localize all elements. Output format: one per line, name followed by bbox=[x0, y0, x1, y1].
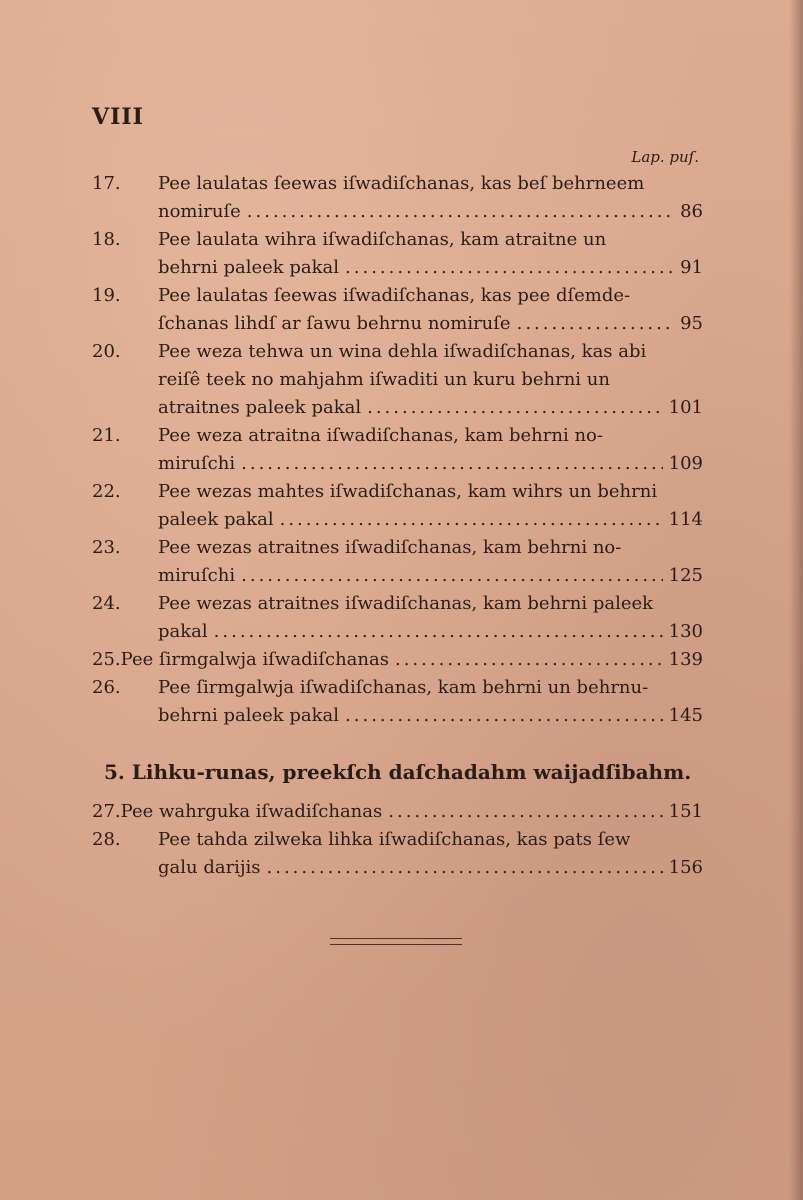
entry-number: 24. bbox=[92, 593, 121, 614]
entry-page: 91 bbox=[680, 257, 703, 278]
toc-entry bbox=[0, 534, 803, 590]
entry-page: 156 bbox=[668, 857, 703, 878]
entry-title: Pee laulatas ſeewas iſwadiſchanas, kas pee dſemde- bbox=[158, 285, 631, 306]
table-of-contents bbox=[0, 170, 803, 730]
entry-number: 23. bbox=[92, 537, 121, 558]
entry-number: 28. bbox=[92, 829, 121, 850]
entry-title-end: pakal bbox=[158, 621, 208, 642]
leader-dots bbox=[267, 854, 663, 882]
entry-page: 114 bbox=[668, 509, 703, 530]
entry-title-end: miruſchi bbox=[158, 453, 236, 474]
section-heading: 5. Lihku-runas, preekſch daſchadahm waijadſibahm. bbox=[104, 760, 692, 784]
entry-title-end: galu darijis bbox=[158, 857, 261, 878]
entry-page: 109 bbox=[668, 453, 703, 474]
entry-title: Pee tahda zilweka lihka iſwadiſchanas, kas pats ſew bbox=[158, 829, 631, 850]
entry-title-end: Pee ſirmgalwja iſwadiſchanas bbox=[120, 649, 389, 670]
leader-dots bbox=[214, 618, 663, 646]
leader-dots bbox=[345, 702, 663, 730]
entry-title-end: behrni paleek pakal bbox=[158, 257, 340, 278]
toc-entry bbox=[0, 646, 803, 674]
entry-page: 95 bbox=[680, 313, 703, 334]
entry-title: Pee weza atraitna iſwadiſchanas, kam behrni no- bbox=[158, 425, 603, 446]
entry-page: 139 bbox=[668, 649, 703, 670]
toc-entry bbox=[0, 422, 803, 478]
entry-title-end: ſchanas lihdſ ar ſawu behrnu nomiruſe bbox=[158, 313, 511, 334]
page-column-header: Lap. puſ. bbox=[631, 148, 699, 166]
entry-title: Pee wezas mahtes iſwadiſchanas, kam wihrs un behrni bbox=[158, 481, 658, 502]
entry-title-end: paleek pakal bbox=[158, 509, 274, 530]
leader-dots bbox=[388, 798, 662, 826]
toc-entry bbox=[0, 338, 803, 422]
entry-number: 21. bbox=[92, 425, 121, 446]
toc-entry bbox=[0, 674, 803, 730]
entry-title: Pee laulata wihra iſwadiſchanas, kam atraitne un bbox=[158, 229, 607, 250]
leader-dots bbox=[345, 254, 674, 282]
entry-title-cont: reiſê teek no mahjahm iſwaditi un kuru behrni un bbox=[158, 369, 610, 390]
entry-number: 26. bbox=[92, 677, 121, 698]
leader-dots bbox=[247, 198, 674, 226]
entry-page: 125 bbox=[668, 565, 703, 586]
entry-number: 22. bbox=[92, 481, 121, 502]
toc-entry bbox=[0, 170, 803, 226]
entry-page: 130 bbox=[668, 621, 703, 642]
toc-entry bbox=[0, 826, 803, 882]
entry-title-end: Pee wahrguka iſwadiſchanas bbox=[120, 801, 383, 822]
leader-dots bbox=[241, 450, 663, 478]
table-of-contents-section-5 bbox=[0, 798, 803, 882]
entry-title: Pee laulatas ſeewas iſwadiſchanas, kas beſ behrneem bbox=[158, 173, 645, 194]
leader-dots bbox=[395, 646, 663, 674]
toc-entry bbox=[0, 798, 803, 826]
entry-page: 145 bbox=[668, 705, 703, 726]
entry-number: 20. bbox=[92, 341, 121, 362]
entry-title-end: behrni paleek pakal bbox=[158, 705, 340, 726]
entry-number: 18. bbox=[92, 229, 121, 250]
entry-number: 27. bbox=[92, 801, 121, 822]
entry-number: 25. bbox=[92, 649, 121, 670]
leader-dots bbox=[367, 394, 663, 422]
entry-title-end: atraitnes paleek pakal bbox=[158, 397, 362, 418]
leader-dots bbox=[517, 310, 675, 338]
entry-page: 151 bbox=[668, 801, 703, 822]
page-number: VIII bbox=[92, 104, 144, 130]
leader-dots bbox=[280, 506, 663, 534]
entry-title: Pee weza tehwa un wina dehla iſwadiſchanas, kas abi bbox=[158, 341, 647, 362]
toc-entry bbox=[0, 282, 803, 338]
closing-rule bbox=[330, 938, 462, 945]
toc-entry bbox=[0, 478, 803, 534]
entry-title-end: nomiruſe bbox=[158, 201, 241, 222]
entry-title: Pee ſirmgalwja iſwadiſchanas, kam behrni un behrnu- bbox=[158, 677, 649, 698]
entry-number: 19. bbox=[92, 285, 121, 306]
leader-dots bbox=[241, 562, 663, 590]
toc-entry bbox=[0, 590, 803, 646]
entry-number: 17. bbox=[92, 173, 121, 194]
entry-title-end: miruſchi bbox=[158, 565, 236, 586]
entry-page: 86 bbox=[680, 201, 703, 222]
toc-entry bbox=[0, 226, 803, 282]
entry-title: Pee wezas atraitnes iſwadiſchanas, kam behrni no- bbox=[158, 537, 622, 558]
entry-title: Pee wezas atraitnes iſwadiſchanas, kam behrni paleek bbox=[158, 593, 654, 614]
entry-page: 101 bbox=[668, 397, 703, 418]
